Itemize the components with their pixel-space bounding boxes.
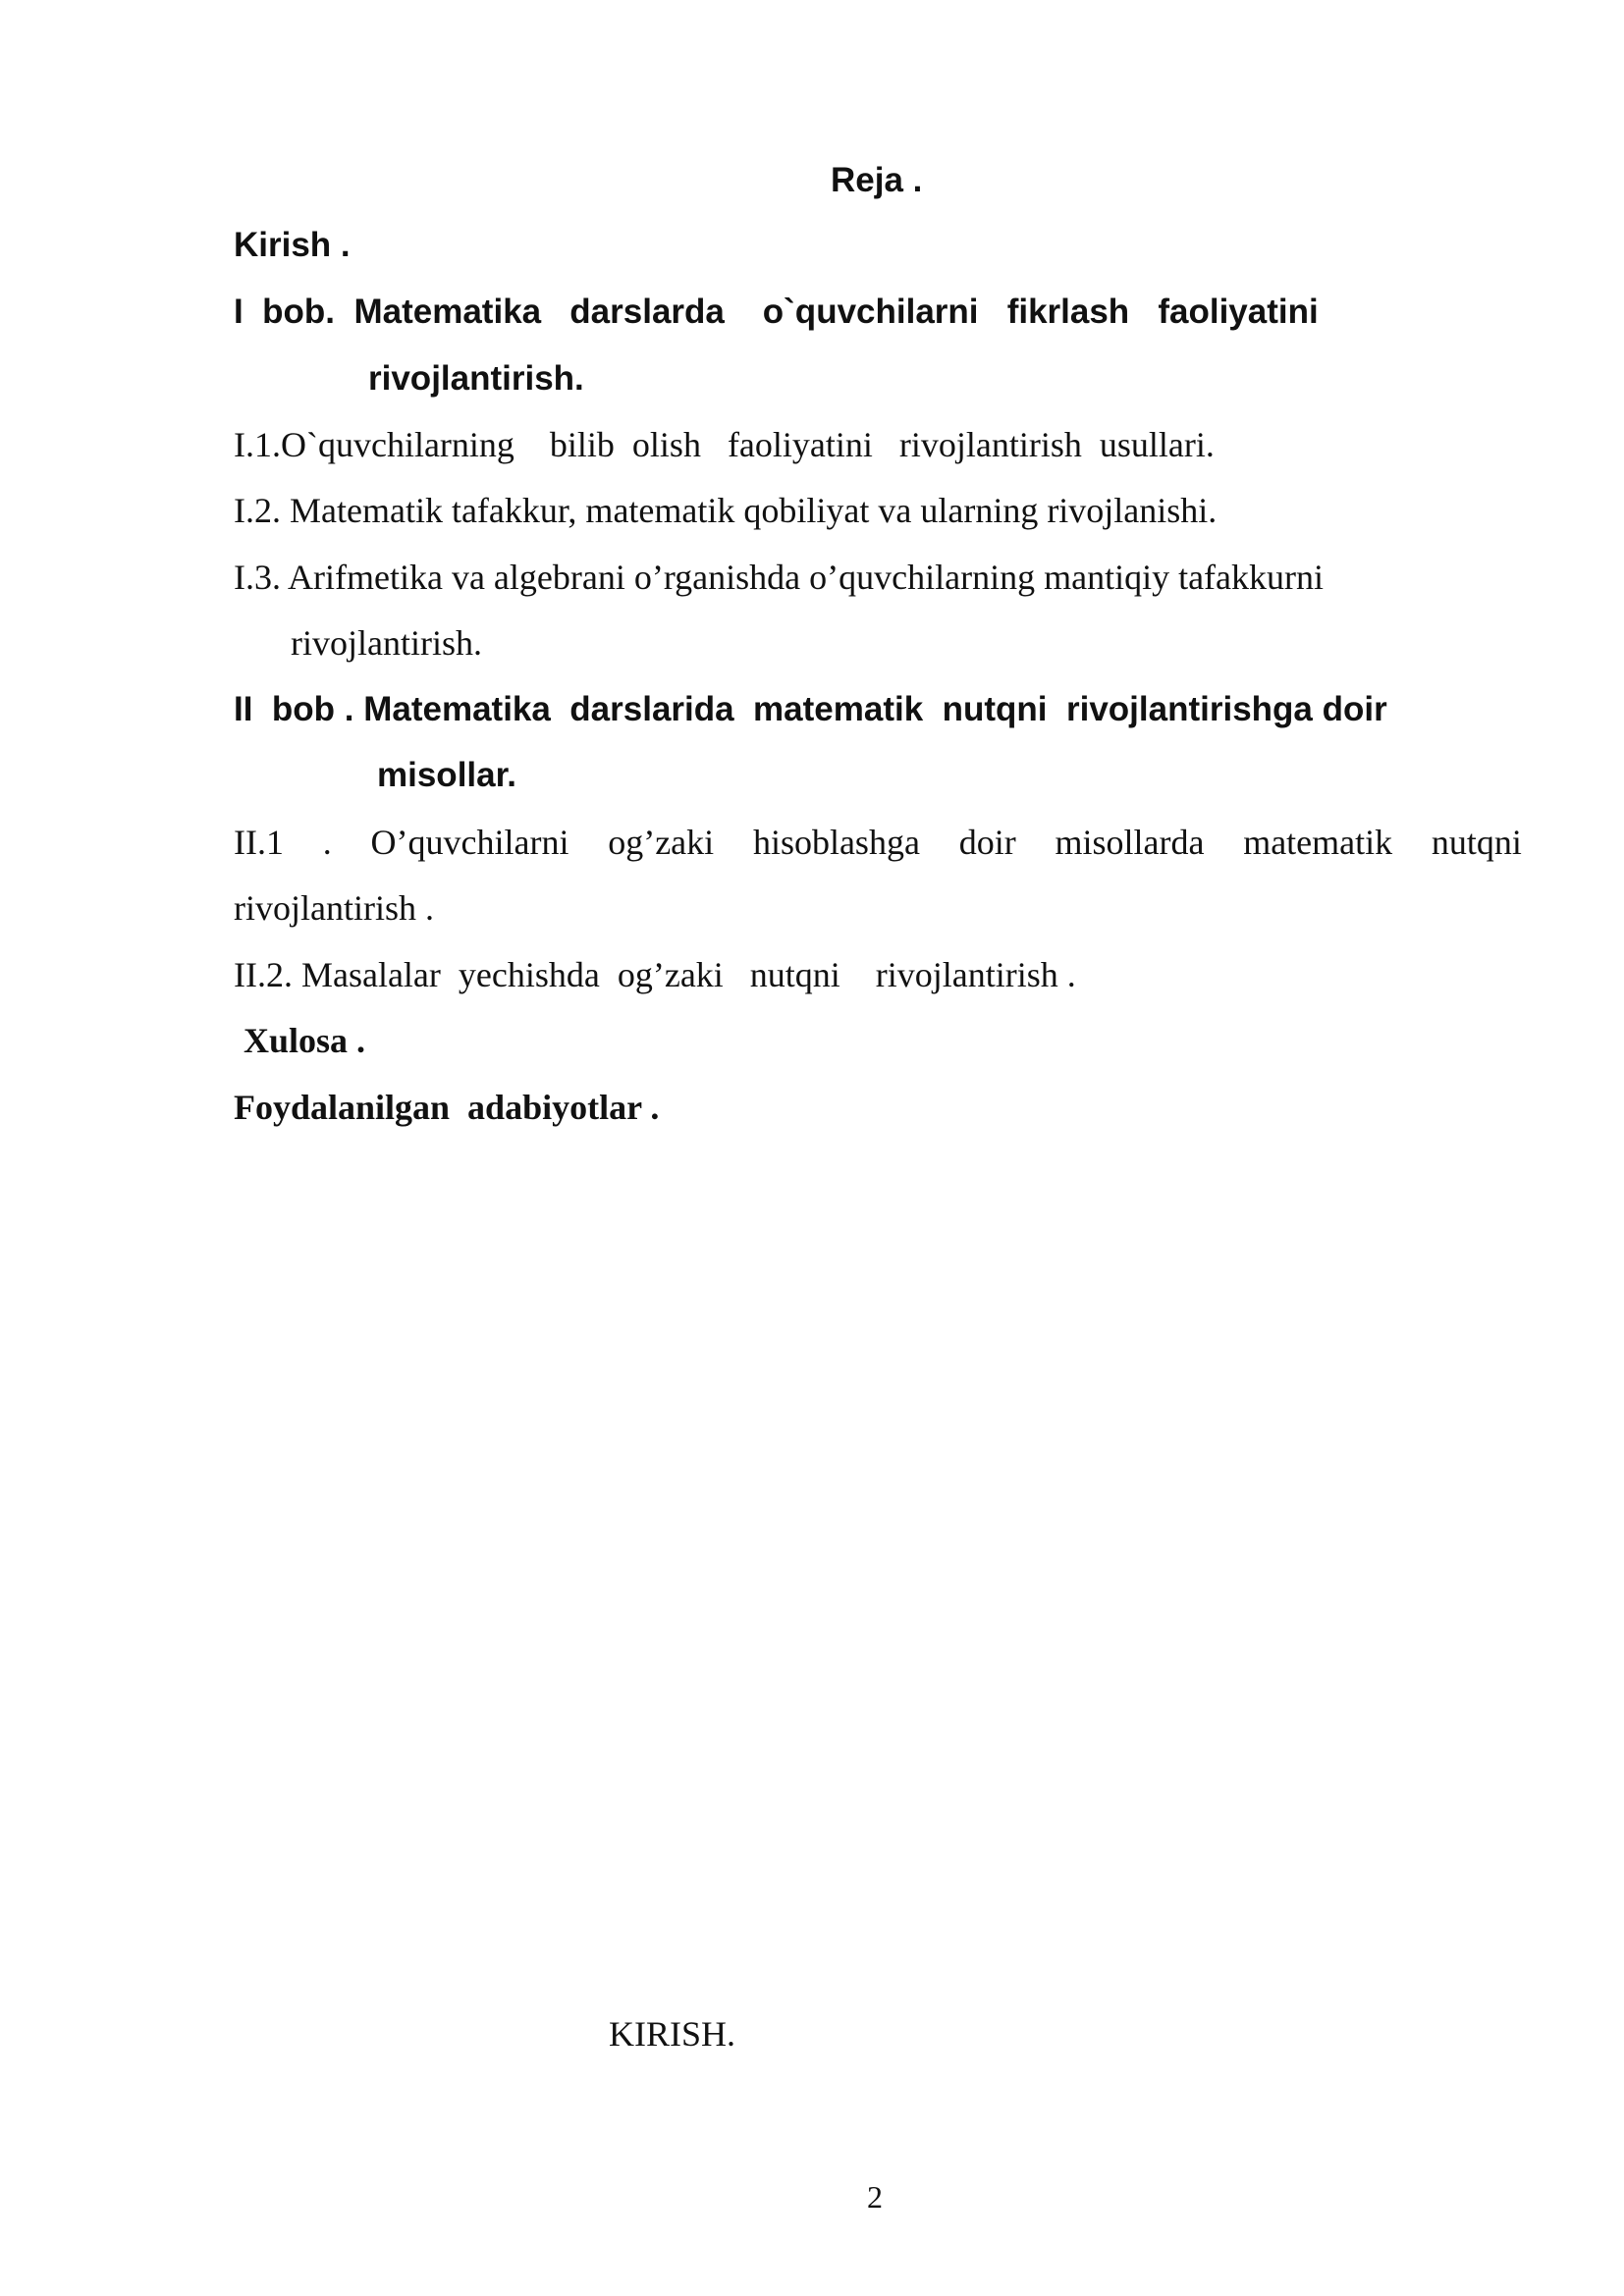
section-2-1-word: misollarda	[1055, 823, 1205, 862]
plan-title: Reja .	[831, 161, 923, 199]
section-2-1-continuation: rivojlantirish .	[234, 888, 434, 928]
section-2-1-word: nutqni	[1431, 823, 1522, 862]
section-2-2: II.2. Masalalar yechishda og’zaki nutqni rivojlantirish .	[234, 955, 1076, 994]
chapter-2-heading: II bob . Matematika darslarida matematik nutqni rivojlantirishga doir	[234, 690, 1387, 728]
section-2-1-word: og’zaki	[608, 823, 715, 862]
chapter-1-heading-continuation: rivojlantirish.	[368, 359, 584, 398]
section-1-1: I.1.O`quvchilarning bilib olish faoliyatini rivojlantirish usullari.	[234, 425, 1215, 464]
chapter-2-heading-continuation: misollar.	[377, 756, 517, 794]
conclusion-item: Xulosa .	[244, 1021, 366, 1060]
section-2-1-word: O’quvchilarni	[370, 823, 569, 862]
next-section-heading: KIRISH.	[609, 2014, 736, 2054]
section-2-1-word: .	[322, 823, 332, 862]
section-2-1-word: hisoblashga	[752, 823, 920, 862]
section-2-1-word: II.1	[234, 823, 284, 862]
page-number: 2	[867, 2179, 883, 2215]
section-1-3: I.3. Arifmetika va algebrani o’rganishda o’quvchilarning mantiqiy tafakkurni	[234, 558, 1325, 597]
section-1-3-continuation: rivojlantirish.	[291, 623, 482, 663]
section-2-1-word: doir	[958, 823, 1016, 862]
section-1-2: I.2. Matematik tafakkur, matematik qobiliyat va ularning rivojlanishi.	[234, 491, 1218, 530]
references-item: Foydalanilgan adabiyotlar .	[234, 1088, 660, 1127]
intro-item: Kirish .	[234, 226, 351, 264]
section-2-1	[234, 825, 1522, 860]
section-2-1-word: matematik	[1243, 823, 1393, 862]
chapter-1-heading: I bob. Matematika darslarda o`quvchilarni fikrlash faoliyatini	[234, 293, 1319, 331]
